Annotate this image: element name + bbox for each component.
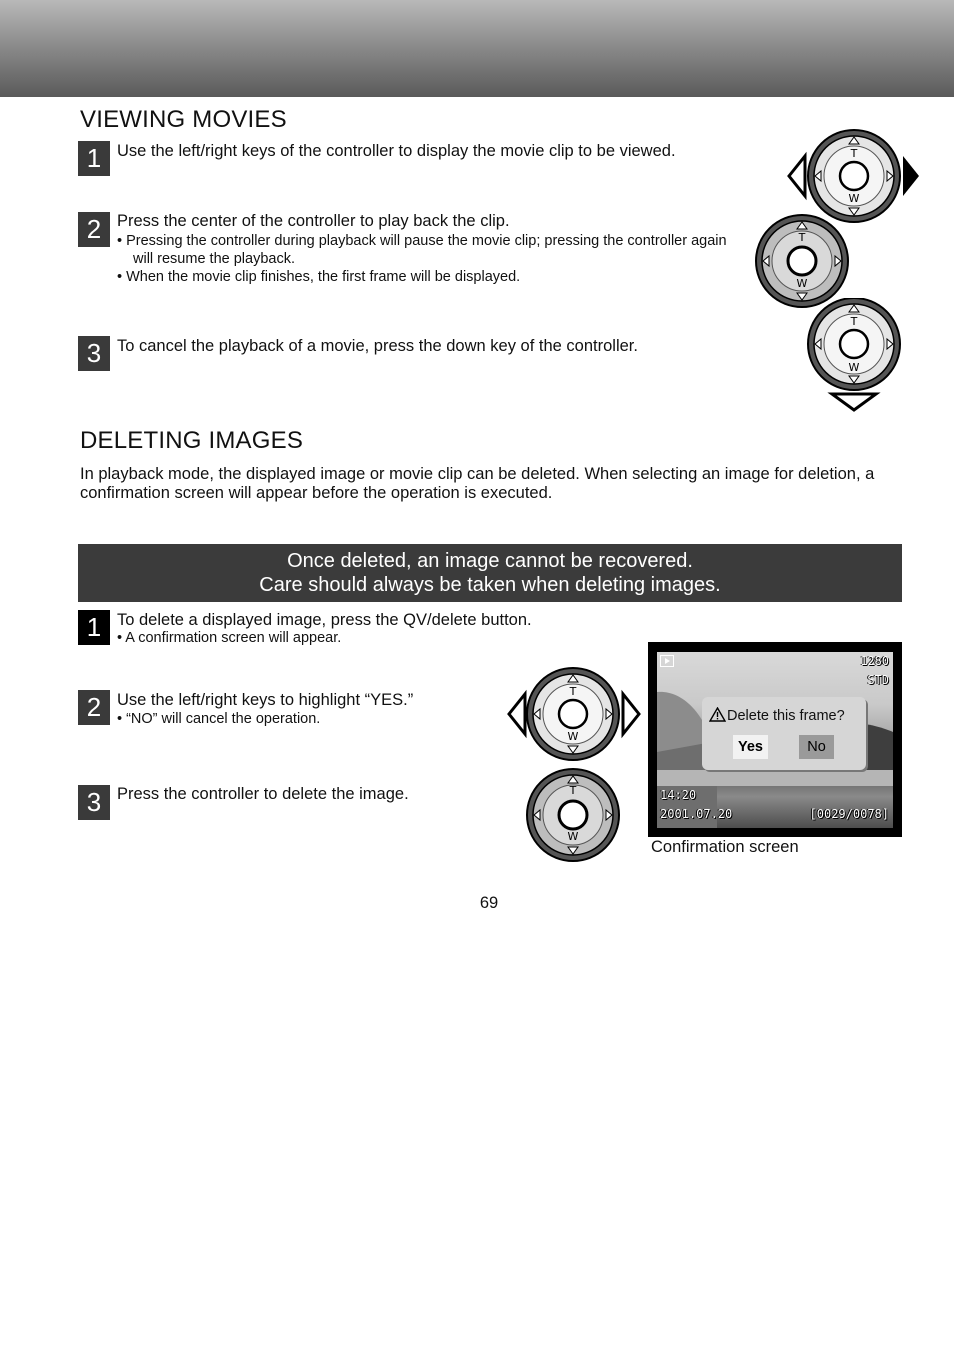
delete-step-1-text: To delete a displayed image, press the QV/delete button. — [117, 611, 532, 629]
controller-icon-down — [806, 298, 902, 414]
controller-w-label: W — [567, 730, 579, 743]
yes-button[interactable]: Yes — [733, 735, 768, 759]
warning-triangle-icon — [709, 707, 726, 722]
step-number-3: 3 — [78, 336, 110, 371]
quality-readout: STD — [867, 673, 889, 687]
controller-icon-left-right-delete — [506, 665, 642, 763]
header-band — [0, 0, 954, 97]
frame-counter: [0029/0078] — [809, 807, 889, 821]
controller-icon-center — [754, 213, 850, 309]
dialog-title: Delete this frame? — [727, 708, 845, 724]
warning-line-1: Once deleted, an image cannot be recovered. — [287, 550, 693, 572]
arrow-down-icon — [832, 394, 876, 410]
time-readout: 14:20 — [660, 788, 697, 802]
controller-w-label: W — [567, 830, 579, 843]
screen-caption: Confirmation screen — [651, 838, 799, 856]
screen-image — [657, 652, 893, 828]
warning-bar — [78, 544, 902, 602]
arrow-right-icon — [623, 694, 639, 734]
controller-w-label: W — [848, 361, 860, 374]
arrow-left-icon — [789, 156, 805, 196]
delete-step-number-1: 1 — [78, 610, 110, 645]
step-2-text: Press the center of the controller to play back the clip. — [117, 212, 510, 230]
controller-w-label: W — [796, 277, 808, 290]
step-2-bullet-1: • Pressing the controller during playback will pause the movie clip; pressing the controller again will resume the playback. — [117, 233, 727, 267]
delete-step-1-bullet: • A confirmation screen will appear. — [117, 630, 342, 646]
delete-step-2-text: Use the left/right keys to highlight “YES.” — [117, 691, 414, 709]
warning-line-2: Care should always be taken when deleting images. — [259, 574, 721, 596]
delete-step-3-text: Press the controller to delete the image. — [117, 785, 409, 803]
controller-t-label: T — [569, 784, 577, 797]
controller-w-label: W — [848, 192, 860, 205]
controller-t-label: T — [569, 685, 577, 698]
step-1-text: Use the left/right keys of the controller to display the movie clip to be viewed. — [117, 142, 676, 160]
delete-step-2-bullet: • “NO” will cancel the operation. — [117, 711, 321, 727]
confirmation-screen — [648, 642, 902, 837]
arrow-right-icon — [903, 156, 919, 196]
date-readout: 2001.07.20 — [660, 807, 733, 821]
delete-step-number-3: 3 — [78, 785, 110, 820]
controller-t-label: T — [798, 231, 806, 244]
no-button[interactable]: No — [799, 735, 834, 759]
playback-mode-icon — [660, 655, 674, 667]
step-number-1: 1 — [78, 141, 110, 176]
section-title-viewing-movies: VIEWING MOVIES — [80, 106, 287, 133]
step-number-2: 2 — [78, 212, 110, 247]
delete-step-number-2: 2 — [78, 690, 110, 725]
controller-t-label: T — [850, 315, 858, 328]
controller-icon-center-delete — [525, 767, 621, 863]
arrow-left-icon — [509, 694, 525, 734]
step-3-text: To cancel the playback of a movie, press the down key of the controller. — [117, 337, 638, 355]
controller-t-label: T — [850, 147, 858, 160]
controller-icon-left-right — [786, 126, 922, 226]
delete-dialog — [702, 697, 866, 770]
page-number: 69 — [479, 894, 499, 912]
section-title-deleting-images: DELETING IMAGES — [80, 427, 304, 454]
step-2-bullet-2: • When the movie clip finishes, the first frame will be displayed. — [117, 269, 521, 285]
deleting-intro: In playback mode, the displayed image or movie clip can be deleted. When selecting an image for deletion, a confirmation screen will appear before the operation is executed. — [80, 465, 875, 502]
image-size-readout: 1280 — [860, 654, 889, 668]
